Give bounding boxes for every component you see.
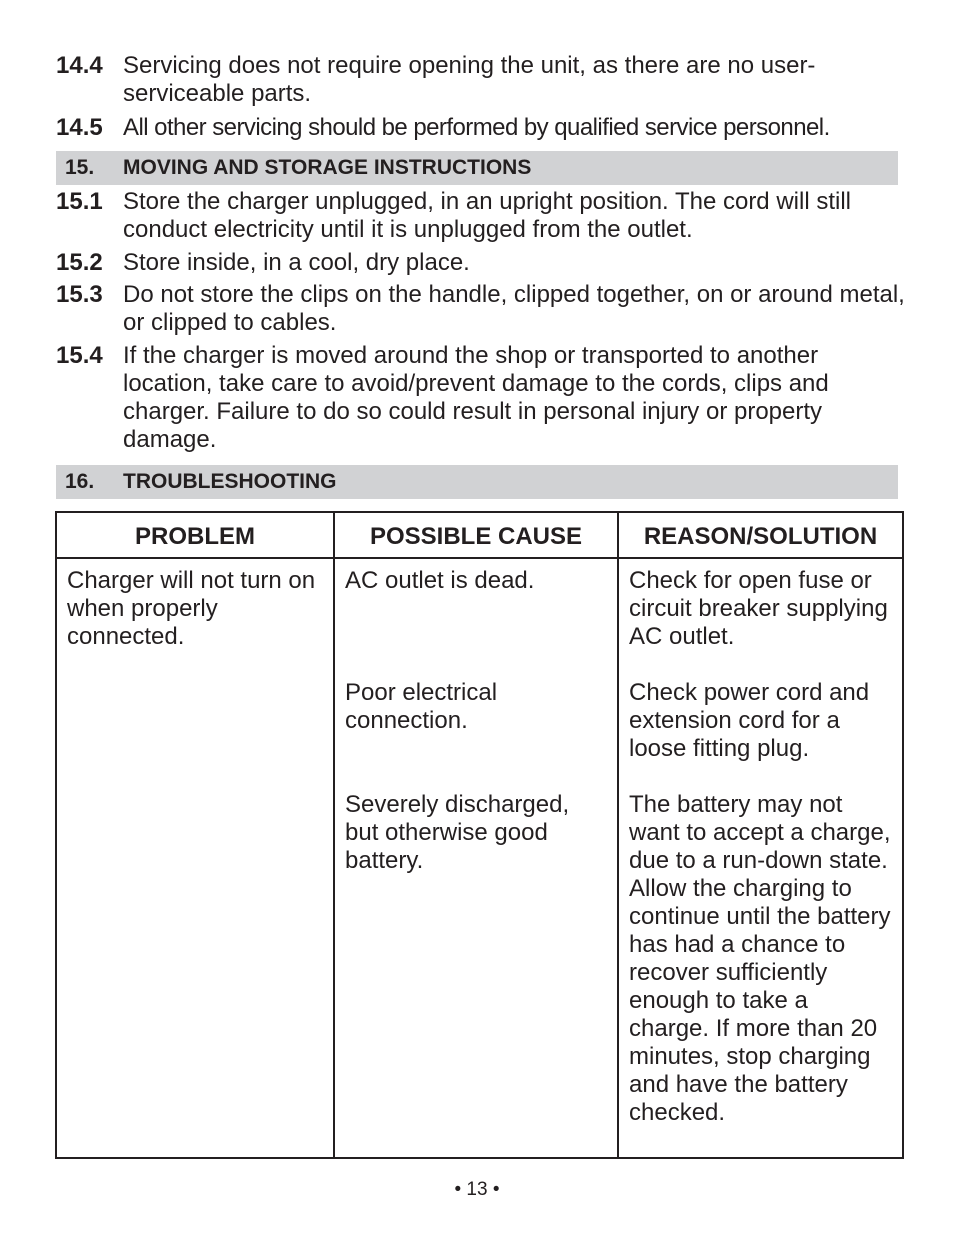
section-number: 15. (65, 156, 95, 179)
problem-text: Charger will not turn on when properly connected. (67, 567, 316, 650)
column-header-cause: POSSIBLE CAUSE (334, 512, 618, 558)
cause-text: Severely discharged, but otherwise good battery. (345, 791, 570, 874)
section-title: MOVING AND STORAGE INSTRUCTIONS (123, 156, 532, 179)
item-text: All other servicing should be performed by qualified service personnel. (123, 114, 830, 141)
section-heading-troubleshooting (56, 465, 898, 499)
column-header-problem: PROBLEM (56, 512, 334, 558)
item-number: 15.1 (56, 188, 103, 215)
section-heading-moving-storage (56, 151, 898, 185)
item-text: If the charger is moved around the shop or transported to another location, take care to avoid/prevent damage to the cords, clips and charger. Failure to do so could result in personal injury or property damage. (123, 342, 829, 453)
item-14-4 (56, 52, 906, 108)
item-15-2 (56, 249, 906, 277)
item-text: Do not store the clips on the handle, clipped together, on or around metal, or clipped to cables. (123, 281, 905, 336)
column-header-solution: REASON/SOLUTION (618, 512, 903, 558)
item-15-4 (56, 342, 906, 454)
table-row (56, 558, 903, 1158)
solution-text: The battery may not want to accept a charge, due to a run-down state. Allow the charging to continue until the battery has had a chance to recover sufficiently enough to take a charge. If more than 20 minutes, stop charging and have the battery checked. (629, 791, 891, 1126)
section-number: 16. (65, 470, 95, 493)
table-header-row (56, 512, 903, 558)
solution-text: Check power cord and extension cord for a loose fitting plug. (629, 679, 870, 762)
problem-cell (56, 558, 334, 1158)
section-title: TROUBLESHOOTING (123, 470, 337, 493)
item-text: Store the charger unplugged, in an upright position. The cord will still conduct electricity until it is unplugged from the outlet. (123, 188, 851, 243)
item-number: 15.2 (56, 249, 103, 276)
item-number: 14.4 (56, 52, 103, 79)
item-15-1 (56, 188, 906, 244)
cause-cell (334, 558, 618, 1158)
item-number: 15.3 (56, 281, 103, 308)
cause-text: Poor electrical connection. (345, 679, 498, 734)
item-15-3 (56, 281, 906, 337)
troubleshooting-table (55, 511, 904, 1159)
solution-text: Check for open fuse or circuit breaker supplying AC outlet. (629, 567, 888, 650)
item-text: Store inside, in a cool, dry place. (123, 249, 470, 276)
solution-cell (618, 558, 903, 1158)
item-number: 15.4 (56, 342, 103, 369)
cause-text: AC outlet is dead. (345, 567, 535, 594)
page-number: • 13 • (454, 1179, 500, 1200)
item-text: Servicing does not require opening the unit, as there are no user-serviceable parts. (123, 52, 816, 107)
item-14-5 (56, 114, 906, 142)
item-number: 14.5 (56, 114, 103, 141)
